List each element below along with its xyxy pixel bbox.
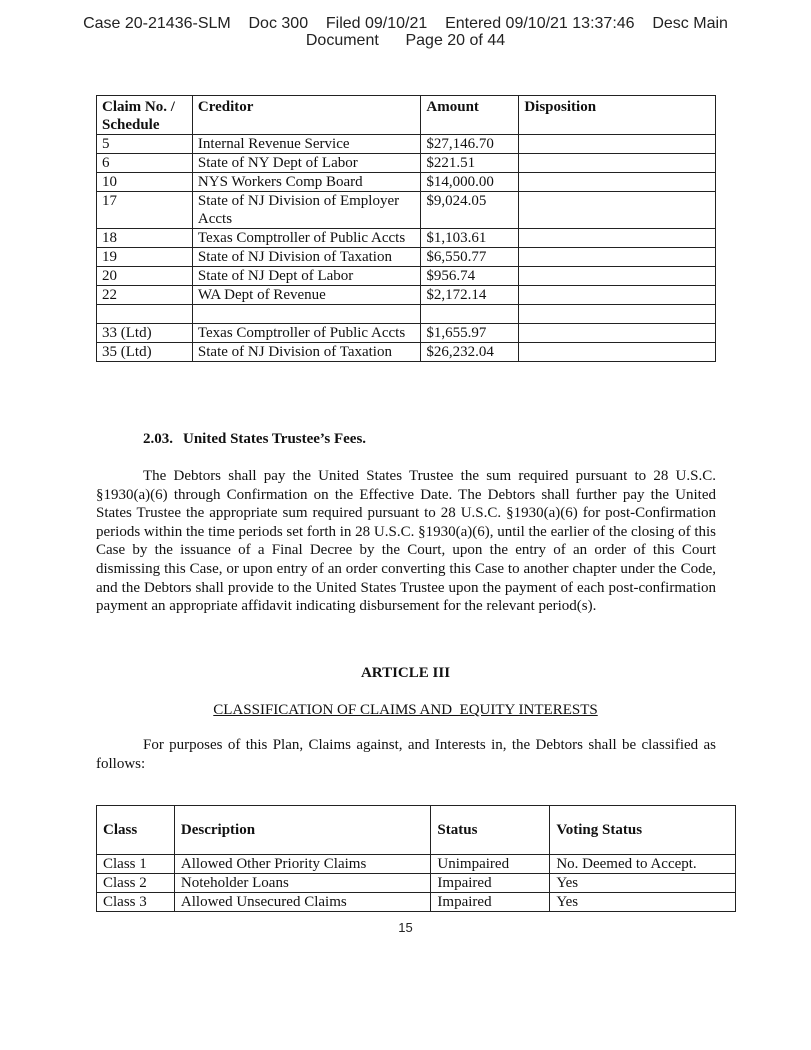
- claim-number: 18: [97, 229, 193, 248]
- creditor-name: Texas Comptroller of Public Accts: [192, 324, 421, 343]
- claim-amount: $26,232.04: [421, 343, 519, 362]
- claim-number: 20: [97, 267, 193, 286]
- table-row: [97, 192, 716, 229]
- claims-header-claim-no: Claim No. / Schedule: [97, 96, 193, 135]
- class-status: Unimpaired: [431, 855, 550, 874]
- claim-amount: $6,550.77: [421, 248, 519, 267]
- claim-disposition: [519, 324, 716, 343]
- table-row: [97, 173, 716, 192]
- class-label: Class 2: [97, 874, 175, 893]
- class-description: Allowed Other Priority Claims: [174, 855, 431, 874]
- claim-disposition: [519, 267, 716, 286]
- court-filing-header: [0, 15, 811, 49]
- table-row: [97, 229, 716, 248]
- table-row: [97, 855, 736, 874]
- article-title: ARTICLE III: [360, 665, 451, 681]
- class-status: Impaired: [431, 874, 550, 893]
- class-description: Allowed Unsecured Claims: [174, 893, 431, 912]
- claim-number: 10: [97, 173, 193, 192]
- article-subtitle: [0, 702, 811, 719]
- claim-number: 6: [97, 154, 193, 173]
- claim-disposition: [519, 229, 716, 248]
- class-voting-status: Yes: [550, 893, 736, 912]
- claim-number: 22: [97, 286, 193, 305]
- claim-amount: $2,172.14: [421, 286, 519, 305]
- table-row: [97, 324, 716, 343]
- claim-amount: $956.74: [421, 267, 519, 286]
- table-row: [97, 135, 716, 154]
- section-heading-trustee-fees: [143, 431, 366, 448]
- creditor-name: State of NJ Division of Employer Accts: [192, 192, 421, 229]
- classification-intro-paragraph: For purposes of this Plan, Claims against, and Interests in, the Debtors shall be classified as follows:: [96, 737, 716, 772]
- table-row: [97, 286, 716, 305]
- table-row: [97, 893, 736, 912]
- table-row: [97, 248, 716, 267]
- filing-header-line1: Case 20-21436-SLM Doc 300 Filed 09/10/21 Entered 09/10/21 13:37:46 Desc Main: [83, 15, 728, 32]
- claim-disposition: [519, 248, 716, 267]
- claim-number: 5: [97, 135, 193, 154]
- table-row: [97, 343, 716, 362]
- classes-table-header-row: [97, 806, 736, 855]
- claim-amount: $14,000.00: [421, 173, 519, 192]
- creditor-name: NYS Workers Comp Board: [192, 173, 421, 192]
- claim-disposition: [519, 192, 716, 229]
- article-subtitle-text: CLASSIFICATION OF CLAIMS AND EQUITY INTERESTS: [213, 702, 598, 718]
- table-row: [97, 154, 716, 173]
- claims-header-disposition: Disposition: [519, 96, 716, 135]
- creditor-name: State of NJ Division of Taxation: [192, 248, 421, 267]
- class-label: Class 1: [97, 855, 175, 874]
- claim-disposition: [519, 286, 716, 305]
- claims-table-header-row: [97, 96, 716, 135]
- creditor-name: Internal Revenue Service: [192, 135, 421, 154]
- claim-number: [97, 305, 193, 324]
- claim-disposition: [519, 305, 716, 324]
- table-row: [97, 267, 716, 286]
- claim-amount: $221.51: [421, 154, 519, 173]
- page-number: 15: [398, 920, 413, 935]
- claim-amount: $1,103.61: [421, 229, 519, 248]
- class-voting-status: Yes: [550, 874, 736, 893]
- claim-number: 17: [97, 192, 193, 229]
- claims-header-creditor: Creditor: [192, 96, 421, 135]
- creditor-name: [192, 305, 421, 324]
- classes-header-status: Status: [431, 806, 550, 855]
- class-voting-status: No. Deemed to Accept.: [550, 855, 736, 874]
- class-label: Class 3: [97, 893, 175, 912]
- claim-disposition: [519, 173, 716, 192]
- creditor-name: State of NJ Division of Taxation: [192, 343, 421, 362]
- classes-header-class: Class: [97, 806, 175, 855]
- claim-disposition: [519, 135, 716, 154]
- claim-amount: $9,024.05: [421, 192, 519, 229]
- classes-table: [96, 805, 736, 912]
- claim-number: 35 (Ltd): [97, 343, 193, 362]
- claims-header-amount: Amount: [421, 96, 519, 135]
- creditor-name: Texas Comptroller of Public Accts: [192, 229, 421, 248]
- creditor-name: State of NY Dept of Labor: [192, 154, 421, 173]
- classes-header-description: Description: [174, 806, 431, 855]
- section-title: United States Trustee’s Fees.: [183, 431, 367, 447]
- claim-number: 33 (Ltd): [97, 324, 193, 343]
- creditor-name: WA Dept of Revenue: [192, 286, 421, 305]
- table-row: [97, 305, 716, 324]
- claim-amount: [421, 305, 519, 324]
- claim-amount: $27,146.70: [421, 135, 519, 154]
- table-row: [97, 874, 736, 893]
- class-status: Impaired: [431, 893, 550, 912]
- trustee-fees-paragraph: The Debtors shall pay the United States Trustee the sum required pursuant to 28 U.S.C. §1930(a)(6) through Confirmation on the Effective Date. The Debtors shall further pay the United States Trustee the appropriate sum required pursuant to 28 U.S.C. §1930(a)(6) for post-Confirmation periods within the time periods set forth in 28 U.S.C. §1930(a)(6), until the earlier of the closing of this Case by the issuance of a Final Decree by the Court, upon the entry of an order of this Court dismissing this Case, or upon entry of an order converting this Case to another chapter under the Code, and the Debtors shall provide to the United States Trustee upon the payment of each post-confirmation payment an appropriate affidavit indicating disbursement for the relevant period(s).: [96, 468, 716, 615]
- claim-number: 19: [97, 248, 193, 267]
- creditor-name: State of NJ Dept of Labor: [192, 267, 421, 286]
- claim-amount: $1,655.97: [421, 324, 519, 343]
- claim-disposition: [519, 154, 716, 173]
- classes-header-voting-status: Voting Status: [550, 806, 736, 855]
- claims-table: [96, 95, 716, 362]
- section-number: 2.03.: [143, 431, 173, 447]
- class-description: Noteholder Loans: [174, 874, 431, 893]
- claim-disposition: [519, 343, 716, 362]
- filing-header-line2: Document Page 20 of 44: [305, 32, 506, 49]
